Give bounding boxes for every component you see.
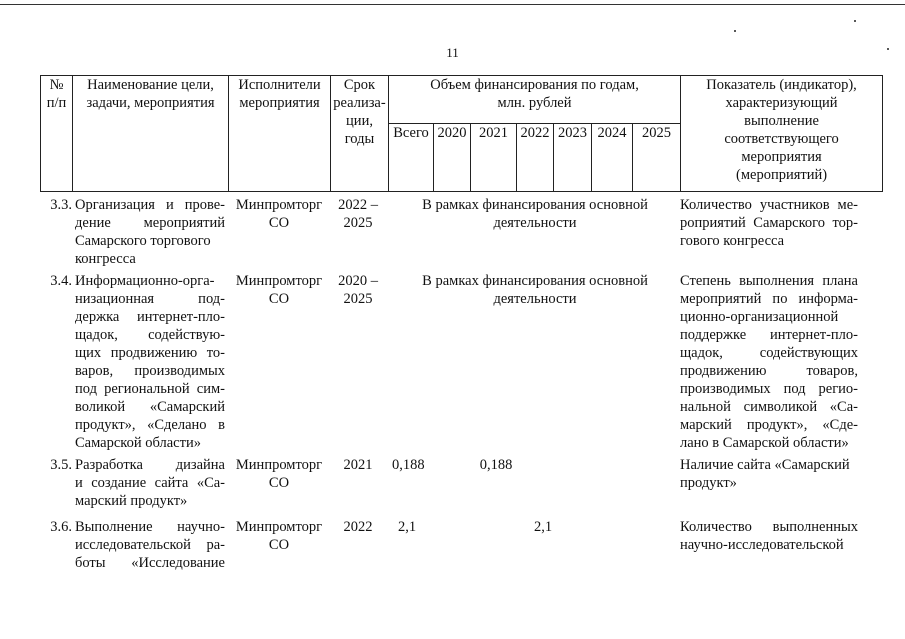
row-number: 3.5. bbox=[50, 457, 72, 473]
row-term: 2021 bbox=[343, 457, 373, 473]
header-year-2021: 2021 bbox=[471, 124, 517, 192]
row-value-2021: 0,188 bbox=[479, 457, 513, 473]
row-indicator: Количество участников ме- роприятий Самарского тор- гового конгресса bbox=[680, 197, 858, 249]
page-top-rule bbox=[0, 4, 905, 5]
row-finance-note: В рамках финансирования основной деятельности bbox=[422, 197, 648, 231]
header-year-2023: 2023 bbox=[554, 124, 592, 192]
row-total: 0,188 bbox=[392, 457, 425, 473]
row-indicator: Количество выполненных научно-исследовательской bbox=[680, 519, 858, 553]
row-indicator: Степень выполнения плана мероприятий по информа- ционно-организационной поддержке интернет-пло- щадок, содействующих продвижению товаров, производимых под регио- нальной символикой «Са- марский продукт», «Сде- лано в Самарской области» bbox=[680, 273, 858, 451]
header-number: № п/п bbox=[41, 76, 73, 192]
header-year-total: Всего bbox=[389, 124, 434, 192]
row-executor: Минпромторг СО bbox=[235, 197, 323, 231]
header-year-2024: 2024 bbox=[592, 124, 633, 192]
row-name: Разработка дизайна и создание сайта «Са- марский продукт» bbox=[75, 457, 225, 509]
header-term: Срок реализа- ции, годы bbox=[331, 76, 389, 192]
row-total: 2,1 bbox=[398, 519, 417, 535]
page-number: 11 bbox=[446, 45, 459, 60]
row-number: 3.3. bbox=[50, 197, 72, 213]
header-indicator: Показатель (индикатор), характеризующий выполнение соответствующего мероприятия (мероприятий) bbox=[681, 76, 883, 192]
header-name: Наименование цели, задачи, мероприятия bbox=[73, 76, 229, 192]
row-name: Выполнение научно- исследовательской ра- боты «Исследование bbox=[75, 519, 225, 571]
row-value-2022: 2,1 bbox=[533, 519, 553, 535]
header-year-2020: 2020 bbox=[434, 124, 471, 192]
row-name: Организация и прове- дение мероприятий Самарского торгового конгресса bbox=[75, 197, 225, 267]
row-term: 2020 – 2025 bbox=[338, 273, 378, 307]
row-term: 2022 – 2025 bbox=[338, 197, 378, 231]
row-executor: Минпромторг СО bbox=[235, 519, 323, 553]
header-finance: Объем финансирования по годам, млн. рублей bbox=[389, 76, 681, 124]
row-number: 3.6. bbox=[50, 519, 72, 535]
row-indicator: Наличие сайта «Самарский продукт» bbox=[680, 457, 850, 491]
scan-speck bbox=[734, 30, 736, 32]
row-executor: Минпромторг СО bbox=[235, 457, 323, 491]
row-name: Информационно-орга- низационная под- держка интернет-пло- щадок, содействую- щих продвижению то- варов, производимых под региональной сим- воликой «Самарский продукт», «Сделано в Самарской области» bbox=[75, 273, 225, 451]
row-executor: Минпромторг СО bbox=[235, 273, 323, 307]
table-header bbox=[40, 75, 883, 192]
header-year-2022: 2022 bbox=[517, 124, 554, 192]
row-finance-note: В рамках финансирования основной деятельности bbox=[422, 273, 648, 307]
scan-speck bbox=[854, 20, 856, 22]
scan-speck bbox=[887, 48, 889, 50]
header-executor: Исполнители мероприятия bbox=[229, 76, 331, 192]
row-term: 2022 bbox=[343, 519, 373, 535]
row-number: 3.4. bbox=[50, 273, 72, 289]
header-year-2025: 2025 bbox=[633, 124, 681, 192]
